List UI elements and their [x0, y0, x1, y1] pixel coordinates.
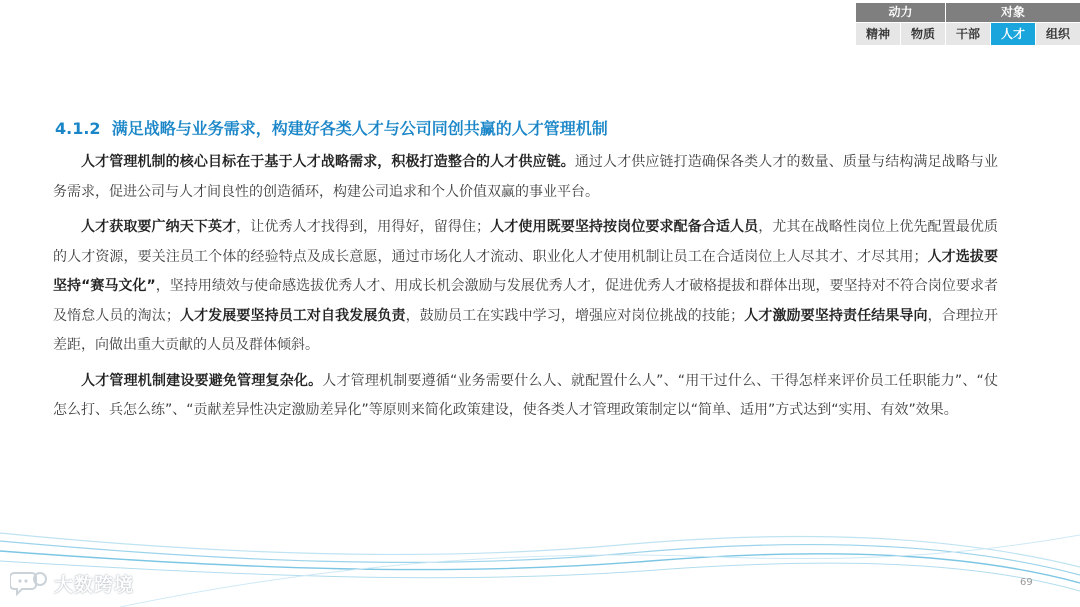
paragraph-text: 人才管理机制要遵循“业务需要什么人、就配置什么人”、“用干过什么、干得怎样来评价员工任职能力”、“仗怎么打、兵怎么练”、“贡献差异性决定激励差异化”等原则来简化政策建设，使各类人才管理政策制定以“简单、适用”方式达到“实用、有效”效果。 — [53, 372, 998, 418]
decorative-wave-lines — [0, 505, 1080, 607]
page-number: 69 — [1020, 577, 1033, 588]
paragraph-text: ，坚持用绩效与使命感选拔优秀人才、用成长机会激励与发展优秀人才，促进优秀人才破格提拔和群体出现，要坚持对不符合岗位要求者及惰怠人员的淘汰； — [53, 278, 999, 324]
nav-item-material[interactable]: 物质 — [901, 23, 945, 45]
paragraph-core-goal — [53, 148, 998, 207]
paragraph-text: ，让优秀人才找得到，用得好，留得住； — [236, 219, 491, 235]
nav-item-organization[interactable]: 组织 — [1036, 23, 1080, 45]
paragraph-bold: 人才管理机制的核心目标在于基于人才战略需求，积极打造整合的人才供应链。 — [81, 154, 575, 170]
nav-item-spirit[interactable]: 精神 — [856, 23, 900, 45]
top-navigation — [856, 3, 1080, 46]
nav-item-cadre[interactable]: 干部 — [946, 23, 990, 45]
watermark-text: 大数跨境 — [54, 573, 135, 596]
nav-item-row — [856, 23, 1080, 45]
paragraph-bold: 人才激励要坚持责任结果导向 — [744, 307, 928, 324]
paragraph-text: ，合理拉开差距，向做出重大贡献的人员及群体倾斜。 — [53, 307, 999, 353]
paragraph-simplification — [53, 367, 998, 426]
section-title: 满足战略与业务需求，构建好各类人才与公司同创共赢的人才管理机制 — [111, 119, 608, 138]
section-heading — [55, 116, 608, 139]
watermark — [10, 569, 134, 597]
body-content — [53, 148, 998, 432]
paragraph-bold: 人才选拔要坚持“赛马文化” — [53, 248, 998, 294]
paragraph-talent-lifecycle — [53, 213, 998, 361]
nav-item-talent[interactable]: 人才 — [991, 23, 1035, 45]
paragraph-bold: 人才使用既要坚持按岗位要求配备合适人员 — [490, 219, 759, 235]
section-number: 4.1.2 — [55, 119, 101, 138]
nav-header-motivation: 动力 — [856, 3, 945, 22]
nav-header-object: 对象 — [946, 3, 1080, 22]
nav-header-row — [856, 3, 1080, 22]
paragraph-bold: 人才管理机制建设要避免管理复杂化。 — [81, 372, 323, 389]
paragraph-text: ，鼓励员工在实践中学习，增强应对岗位挑战的技能； — [405, 307, 745, 324]
paragraph-text: 通过人才供应链打造确保各类人才的数量、质量与结构满足战略与业务需求，促进公司与人才间良性的创造循环，构建公司追求和个人价值双赢的事业平台。 — [53, 154, 998, 200]
paragraph-bold: 人才获取要广纳天下英才 — [81, 219, 237, 235]
paragraph-text: ，尤其在战略性岗位上优先配置最优质的人才资源，要关注员工个体的经验特点及成长意愿，通过市场化人才流动、职业化人才使用机制让员工在合适岗位上人尽其才、才尽其用； — [53, 219, 998, 265]
chat-bubble-logo-icon — [10, 569, 48, 597]
paragraph-bold: 人才发展要坚持员工对自我发展负责 — [179, 307, 406, 324]
